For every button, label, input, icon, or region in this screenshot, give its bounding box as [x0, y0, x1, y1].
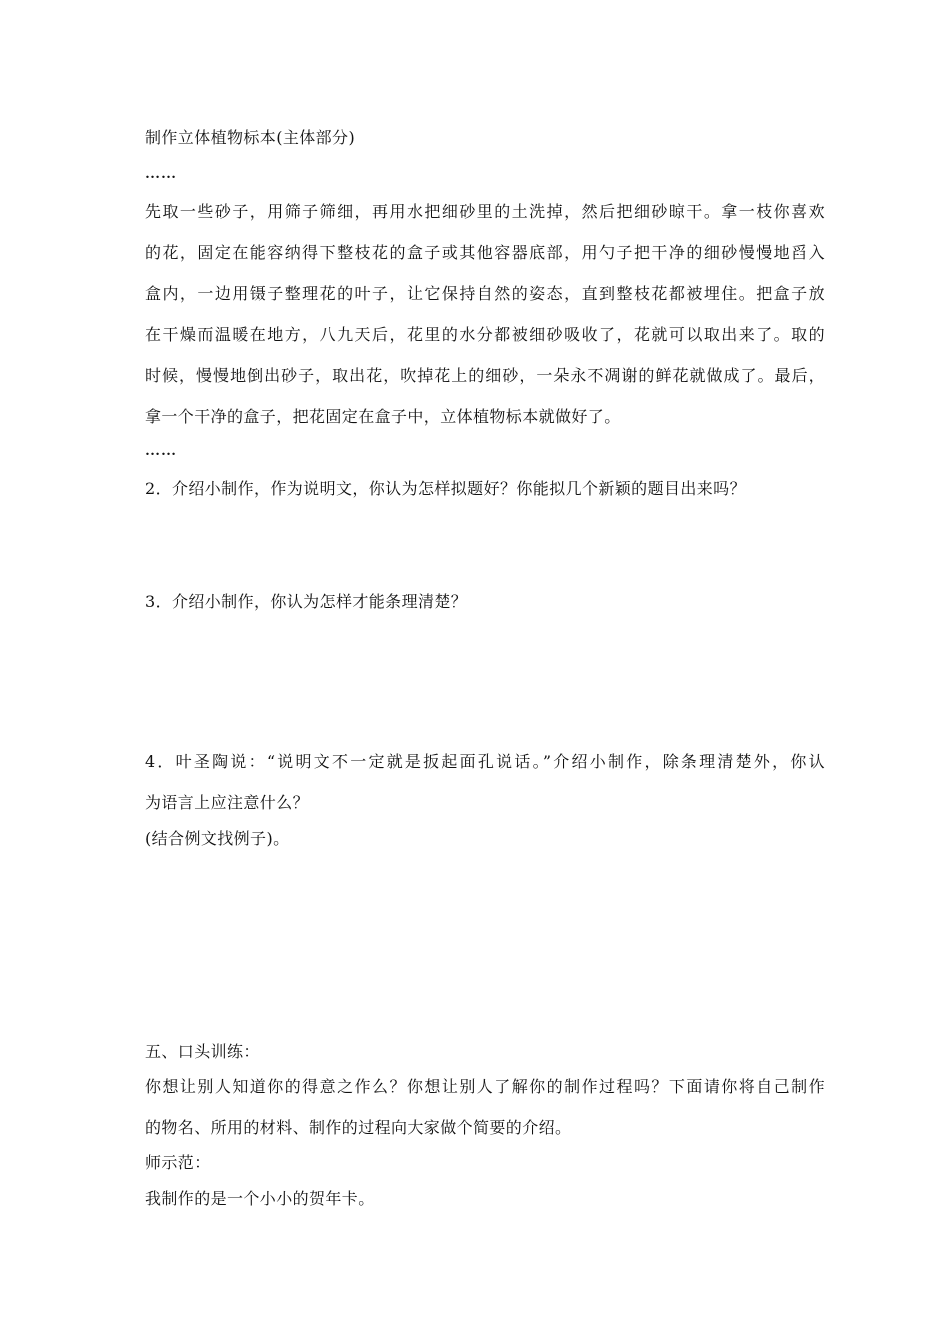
question-4-line-2: 为语言上应注意什么？: [145, 793, 310, 812]
question-2: 2．介绍小制作，作为说明文，你认为怎样拟题好？你能拟几个新颖的题目出来吗？: [145, 479, 746, 498]
paragraph-line-6: 拿一个干净的盒子，把花固定在盒子中，立体植物标本就做好了。: [145, 407, 621, 426]
ellipsis-bottom: ……: [145, 443, 177, 459]
specimen-heading: 制作立体植物标本(主体部分): [145, 128, 356, 147]
question-4-line-1: 4．叶圣陶说：“说明文不一定就是扳起面孔说话。”介绍小制作，除条理清楚外，你认: [145, 752, 825, 771]
paragraph-line-3: 盒内，一边用镊子整理花的叶子，让它保持自然的姿态，直到整枝花都被埋住。把盒子放: [145, 284, 825, 303]
question-4-note: (结合例文找例子)。: [145, 829, 290, 848]
paragraph-line-4: 在干燥而温暖在地方，八九天后，花里的水分都被细砂吸收了，花就可以取出来了。取的: [145, 325, 825, 344]
teacher-demo-text: 我制作的是一个小小的贺年卡。: [145, 1189, 375, 1208]
teacher-demo-label: 师示范：: [145, 1153, 211, 1172]
section-five-line-2: 的物名、所用的材料、制作的过程向大家做个简要的介绍。: [145, 1118, 572, 1137]
section-five-line-1: 你想让别人知道你的得意之作么？你想让别人了解你的制作过程吗？下面请你将自己制作: [145, 1077, 825, 1096]
section-five-heading: 五、口头训练：: [145, 1042, 260, 1061]
paragraph-line-1: 先取一些砂子，用筛子筛细，再用水把细砂里的土洗掉，然后把细砂晾干。拿一枝你喜欢: [145, 202, 825, 221]
paragraph-line-2: 的花，固定在能容纳得下整枝花的盒子或其他容器底部，用勺子把干净的细砂慢慢地舀入: [145, 243, 825, 262]
paragraph-line-5: 时候，慢慢地倒出砂子，取出花，吹掉花上的细砂，一朵永不凋谢的鲜花就做成了。最后，: [145, 366, 825, 385]
question-3: 3．介绍小制作，你认为怎样才能条理清楚？: [145, 592, 468, 611]
ellipsis-top: ……: [145, 166, 177, 182]
